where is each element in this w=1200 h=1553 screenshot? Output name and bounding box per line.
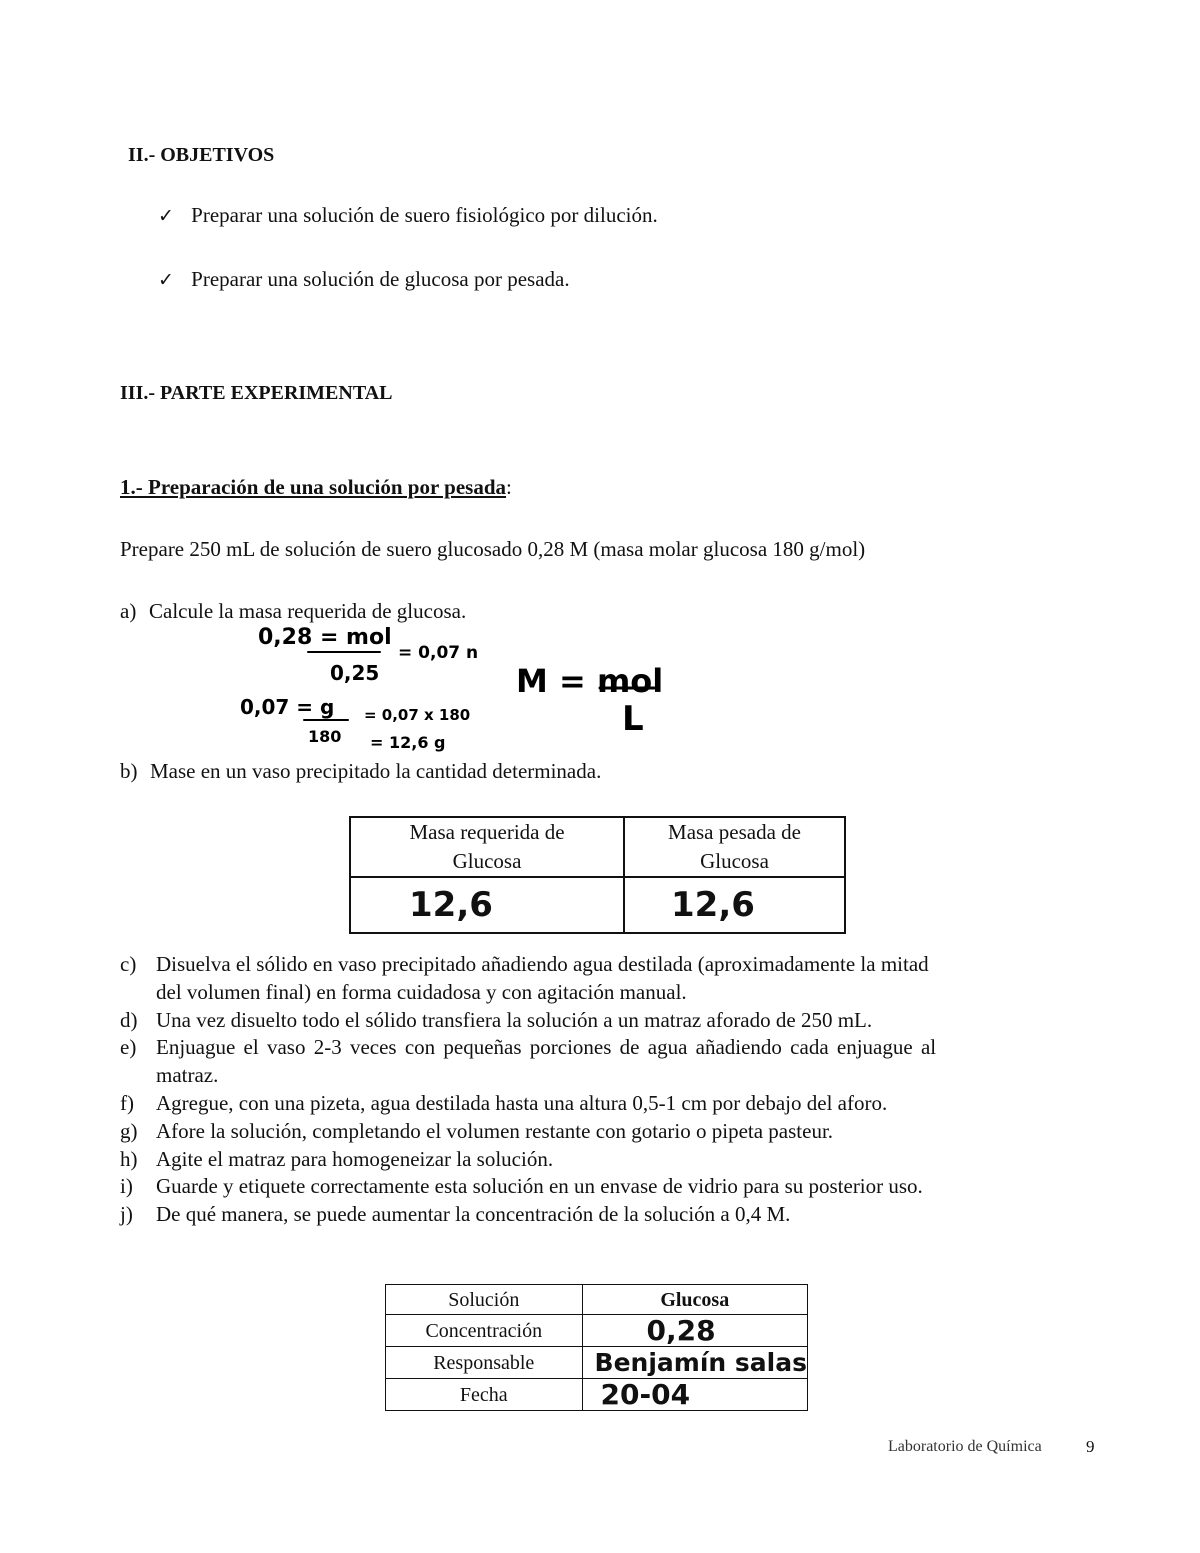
hw-line: M = mol [516,662,664,700]
step-text: Calcule la masa requerida de glucosa. [149,599,467,623]
handwritten-calculation [230,618,670,758]
step-label: g) [120,1118,138,1143]
step-item-continuation [120,1062,936,1090]
step-text: Mase en un vaso precipitado la cantidad determinada. [150,759,602,783]
row-label: Concentración [386,1315,583,1347]
step-text: Disuelva el sólido en vaso precipitado añadiendo agua destilada (aproximadamente la mitad [156,952,929,976]
objective-text: Preparar una solución de suero fisiológico por dilución. [191,203,658,227]
table-row [386,1347,808,1379]
step-text: De qué manera, se puede aumentar la concentración de la solución a 0,4 M. [156,1202,791,1227]
step-text: Agite el matraz para homogeneizar la solución. [156,1146,554,1171]
hw-line: 0,25 [330,661,380,685]
objective-item [158,266,570,294]
table-row [386,1379,808,1411]
step-item [120,1034,936,1062]
step-item [120,1146,936,1174]
label-table [385,1284,808,1411]
checkmark-icon: ✓ [158,205,174,227]
hw-line: 0,28 = mol [258,625,392,650]
hw-line: = 0,07 n [398,643,479,663]
step-text: matraz. [156,1063,219,1088]
step-text: Agregue, con una pizeta, agua destilada hasta una altura 0,5-1 cm por debajo del aforo. [156,1090,888,1115]
handwritten-value: Benjamín salas [582,1347,807,1379]
table-row [386,1285,808,1315]
step-list [120,951,936,1229]
hw-line: L [622,699,644,739]
table-row [350,817,845,877]
handwritten-value: 12,6 [624,877,845,933]
step-text: Una vez disuelto todo el sólido transfiera la solución a un matraz aforado de 250 mL. [156,1007,873,1032]
intro-text: Prepare 250 mL de solución de suero glucosado 0,28 M (masa molar glucosa 180 g/mol) [120,537,866,561]
step-label: h) [120,1146,138,1171]
table-row [386,1315,808,1347]
handwritten-value: 20-04 [582,1379,807,1411]
subsection-colon: : [506,475,512,499]
header-line: Masa pesada de [668,820,801,844]
step-label: e) [120,1035,137,1060]
step-text: Enjuague el vaso 2-3 veces con pequeñas porciones de agua añadiendo cada enjuague al [156,1035,937,1060]
step-label: i) [120,1174,133,1199]
row-value: Glucosa [582,1285,807,1315]
header-line: Masa requerida de [409,820,565,844]
hw-line: 180 [308,727,342,746]
step-item [120,1090,936,1118]
checkmark-icon: ✓ [158,269,174,291]
step-label: d) [120,1007,138,1032]
step-label: f) [120,1090,134,1115]
handwritten-value: 12,6 [350,877,624,933]
footer-text: Laboratorio de Química [888,1438,1042,1455]
table-header [624,817,845,877]
mass-table [349,816,846,934]
hw-line: = 12,6 g [370,733,446,752]
step-item [120,951,936,979]
step-label: j) [120,1202,133,1227]
step-label: c) [120,952,137,976]
header-line: Glucosa [452,849,522,873]
objective-item [158,202,658,230]
step-item [120,1201,936,1229]
step-label: b) [120,759,138,783]
hw-line: 0,07 = g [240,695,335,719]
row-label: Solución [386,1285,583,1315]
step-text: del volumen final) en forma cuidadosa y con agitación manual. [156,979,687,1004]
step-text: Afore la solución, completando el volumen restante con gotario o pipeta pasteur. [156,1118,834,1143]
step-item-continuation [120,979,936,1007]
page-number: 9 [1086,1437,1095,1456]
objective-text: Preparar una solución de glucosa por pesada. [191,267,570,291]
objetivos-heading: II.- OBJETIVOS [128,144,275,166]
header-line: Glucosa [700,849,769,873]
subsection-heading [120,474,512,501]
table-header [350,817,624,877]
step-b [120,758,601,785]
hw-line: = 0,07 x 180 [364,706,471,724]
step-label: a) [120,599,137,623]
step-item [120,1118,936,1146]
handwritten-value: 0,28 [582,1315,807,1347]
table-row [350,877,845,933]
step-text: Guarde y etiquete correctamente esta solución en un envase de vidrio para su posterior uso. [156,1174,923,1199]
parte-experimental-heading: III.- PARTE EXPERIMENTAL [120,382,393,404]
subsection-title: 1.- Preparación de una solución por pesada [120,475,507,499]
row-label: Responsable [386,1347,583,1379]
step-item [120,1173,936,1201]
step-item [120,1007,936,1035]
row-label: Fecha [386,1379,583,1411]
